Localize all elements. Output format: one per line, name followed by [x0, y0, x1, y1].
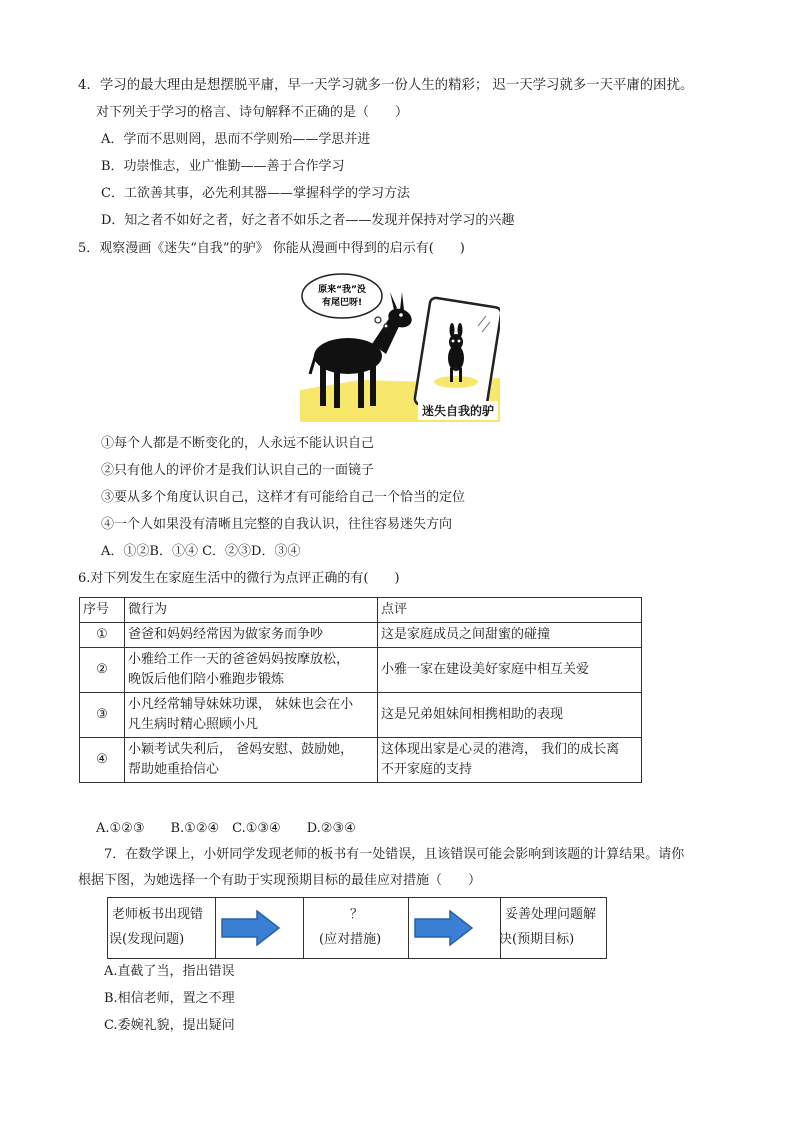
- table-row: [80, 693, 642, 738]
- table-row: [80, 738, 642, 783]
- row-behavior-line1: 小雅给工作一天的爸爸妈妈按摩放松，: [128, 652, 350, 667]
- row-comment-line1: 这体现出家是心灵的港湾， 我们的成长离: [381, 742, 620, 757]
- flow-box-action-line1: ？: [350, 907, 364, 922]
- bubble-text-line2: 有尾巴呀!: [321, 298, 363, 308]
- q7-option-b: B.相信老师，置之不理: [104, 991, 235, 1006]
- row-comment: 这是兄弟姐妹间相携相助的表现: [378, 693, 642, 738]
- flow-box-goal-line1: 妥善处理问题解: [505, 907, 597, 922]
- q5-statement-4: ④一个人如果没有清晰且完整的自我认识，往往容易迷失方向: [101, 517, 453, 532]
- arrow-right-icon: [414, 910, 474, 946]
- flow-box-goal: [501, 898, 606, 958]
- q4-option-c: C．工欲善其事，必先利其器——掌握科学的学习方法: [101, 186, 410, 201]
- row-number: ④: [80, 738, 125, 783]
- q5-stem: 5．观察漫画《迷失“自我”的驴》 你能从漫画中得到的启示有( ): [78, 241, 465, 256]
- flow-box-goal-line2: 决(预期目标): [499, 932, 575, 947]
- q5-statement-1: ①每个人都是不断变化的，人永远不能认识自己: [101, 436, 375, 451]
- table-row: [80, 623, 642, 648]
- header-number: 序号: [80, 598, 125, 623]
- q4-option-a: A．学而不思则罔，思而不学则殆——学思并进: [101, 132, 371, 147]
- flow-box-problem-line2: 误(发现问题): [109, 932, 185, 947]
- header-behavior: 微行为: [125, 598, 378, 623]
- row-comment: [378, 738, 642, 783]
- q5-statement-3: ③要从多个角度认识自己，这样才有可能给自己一个恰当的定位: [101, 490, 466, 505]
- flow-arrow-cell-2: [409, 898, 501, 958]
- row-behavior: [125, 693, 378, 738]
- flow-box-action: [304, 898, 409, 958]
- table-header-row: [80, 598, 642, 623]
- table-row: [80, 648, 642, 693]
- row-behavior: [125, 738, 378, 783]
- q4-stem-line2: 对下列关于学习的格言、诗句解释不正确的是（ ）: [96, 105, 409, 120]
- row-comment-line2: 不开家庭的支持: [381, 762, 473, 777]
- row-behavior-line2: 帮助她重拾信心: [128, 762, 220, 777]
- header-comment: 点评: [378, 598, 642, 623]
- row-behavior: 爸爸和妈妈经常因为做家务而争吵: [125, 623, 378, 648]
- flow-box-problem-line1: 老师板书出现错: [112, 907, 204, 922]
- row-behavior: [125, 648, 378, 693]
- q7-stem-line2: 根据下图，为她选择一个有助于实现预期目标的最佳应对措施（ ）: [78, 873, 482, 888]
- arrow-right-icon: [221, 910, 281, 946]
- q4-option-d: D．知之者不如好之者，好之者不如乐之者——发现并保持对学习的兴趣: [101, 213, 515, 228]
- row-behavior-line1: 小凡经常辅导妹妹功课， 妹妹也会在小: [128, 697, 354, 712]
- row-number: ③: [80, 693, 125, 738]
- donkey-cartoon: [300, 270, 500, 422]
- row-number: ①: [80, 623, 125, 648]
- mirror-floor: [434, 376, 478, 388]
- bubble-text-line1: 原来“我”没: [318, 285, 366, 295]
- q4-option-b: B．功崇惟志，业广惟勤——善于合作学习: [101, 159, 345, 174]
- q7-stem-line1: 7．在数学课上，小妍同学发现老师的板书有一处错误，且该错误可能会影响到该题的计算结果。请你: [104, 847, 685, 862]
- q7-flow-diagram: [107, 897, 607, 959]
- flow-arrow-cell-1: [216, 898, 304, 958]
- q5-statement-2: ②只有他人的评价才是我们认识自己的一面镜子: [101, 463, 375, 478]
- q6-table: [79, 597, 642, 783]
- q6-stem: 6.对下列发生在家庭生活中的微行为点评正确的有( ): [78, 571, 400, 586]
- donkey-cartoon-drawing: [300, 270, 500, 422]
- flow-box-action-line2: (应对措施): [319, 932, 382, 947]
- row-behavior-line1: 小颖考试失利后， 爸妈安慰、鼓励她，: [128, 742, 354, 757]
- row-number: ②: [80, 648, 125, 693]
- flow-box-problem: [108, 898, 216, 958]
- row-comment: 小雅一家在建设美好家庭中相互关爱: [378, 648, 642, 693]
- q7-option-c: C.委婉礼貌，提出疑问: [104, 1018, 235, 1033]
- cartoon-caption: 迷失自我的驴: [418, 401, 498, 420]
- q6-choices: A.①②③ B.①②④ C.①③④ D.②③④: [96, 821, 356, 836]
- row-behavior-line2: 凡生病时精心照顾小凡: [128, 717, 259, 732]
- row-behavior-line2: 晚饭后他们陪小雅跑步锻炼: [128, 672, 285, 687]
- q7-option-a: A.直截了当，指出错误: [104, 964, 235, 979]
- q5-choices: A．①②B．①④ C．②③D．③④: [101, 544, 301, 559]
- thought-bubble: [302, 274, 382, 318]
- q4-stem-line1: 4．学习的最大理由是想摆脱平庸，早一天学习就多一份人生的精彩； 迟一天学习就多一天平庸的困扰。: [78, 78, 694, 93]
- row-comment: 这是家庭成员之间甜蜜的碰撞: [378, 623, 642, 648]
